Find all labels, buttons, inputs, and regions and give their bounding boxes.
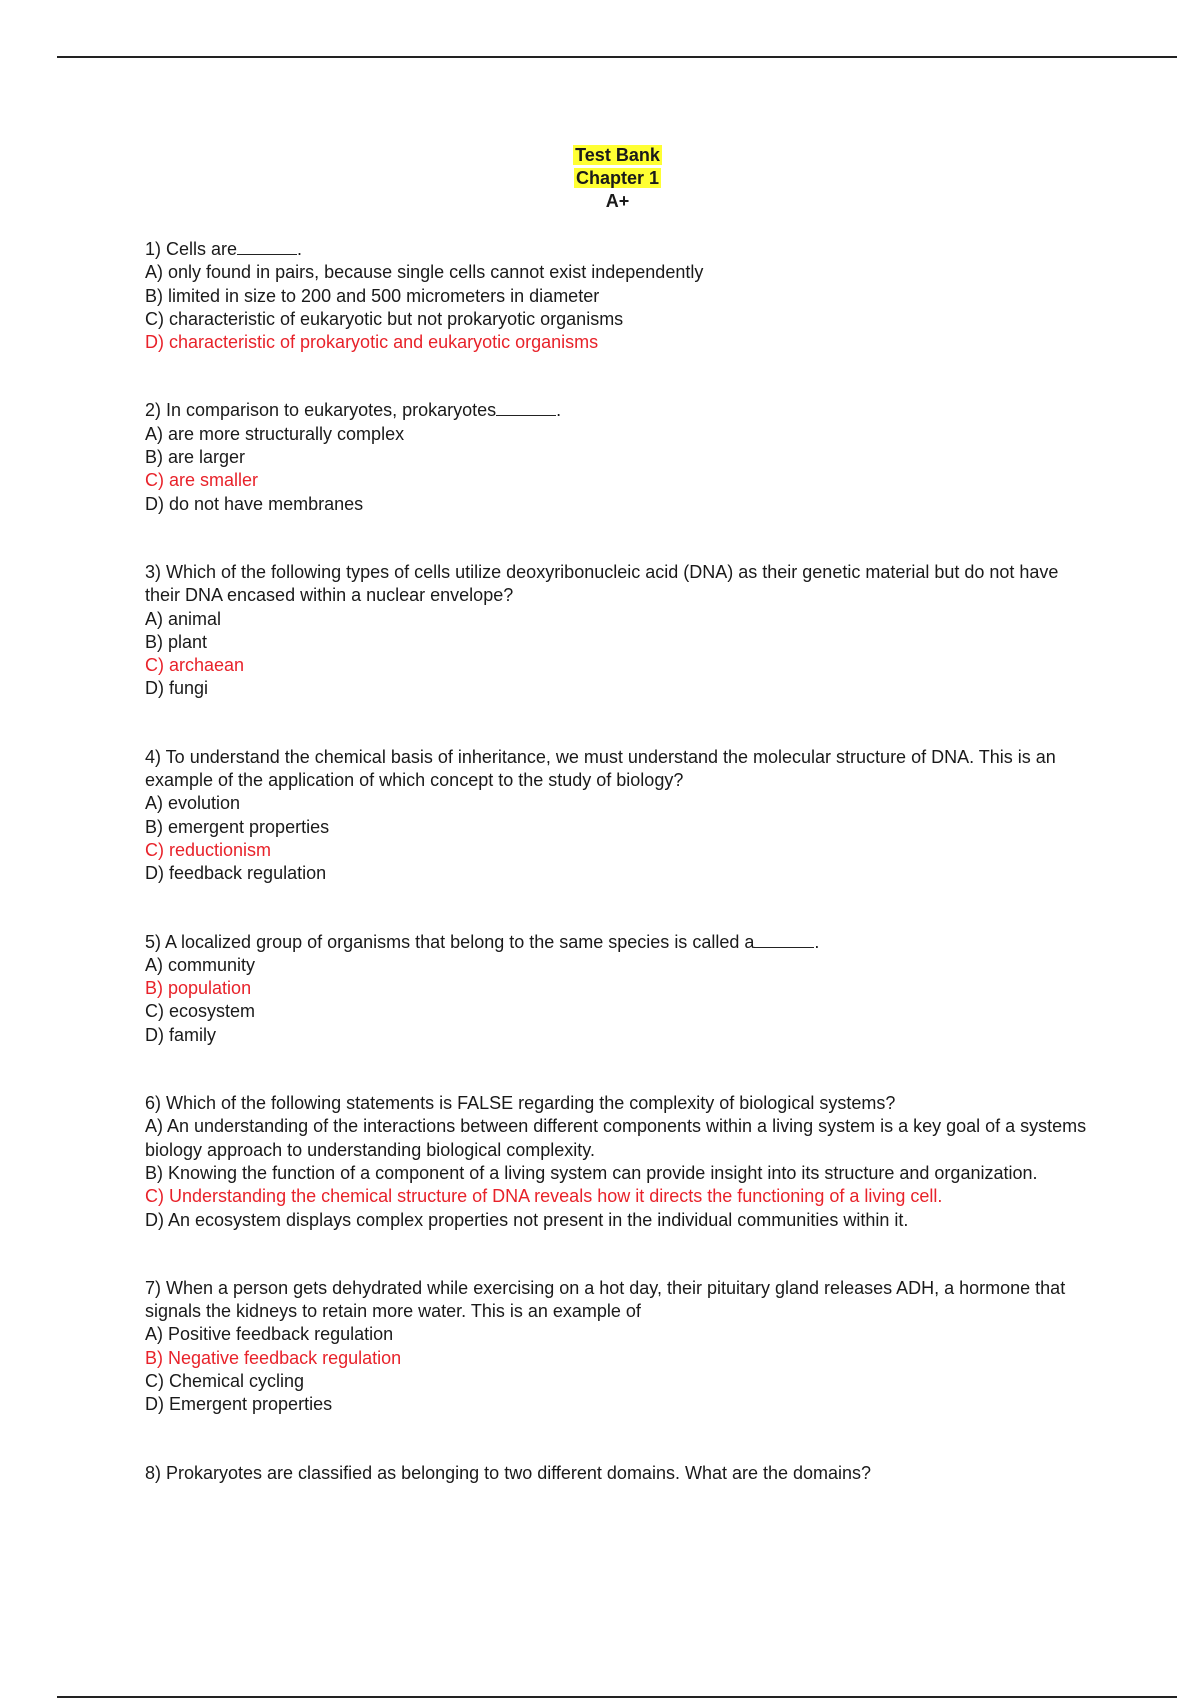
option-a: A) Positive feedback regulation — [145, 1324, 394, 1345]
option-d: D) Emergent properties — [145, 1394, 333, 1415]
question-7 — [145, 1277, 1090, 1417]
option-b: B) limited in size to 200 and 500 micrometers in diameter — [145, 285, 600, 306]
question-6 — [145, 1092, 1090, 1232]
option-c-correct: C) are smaller — [145, 470, 259, 491]
document-header — [0, 144, 1200, 213]
question-2 — [145, 399, 1090, 515]
option-b: B) are larger — [145, 447, 246, 468]
header-grade: A+ — [605, 191, 630, 211]
question-stem: 8) Prokaryotes are classified as belonging to two different domains. What are the domains? — [145, 1462, 872, 1483]
option-b-correct: B) Negative feedback regulation — [145, 1347, 402, 1368]
question-stem: 4) To understand the chemical basis of inheritance, we must understand the molecular structure of DNA. This is an example of the application of which concept to the study of biology? — [145, 746, 1056, 791]
question-stem: 7) When a person gets dehydrated while exercising on a hot day, their pituitary gland releases ADH, a hormone that signals the kidneys to retain more water. This is an example of — [145, 1277, 1066, 1322]
question-1 — [145, 238, 1090, 354]
option-d-correct: D) characteristic of prokaryotic and eukaryotic organisms — [145, 332, 599, 353]
option-a: A) animal — [145, 608, 222, 629]
option-d: D) family — [145, 1024, 216, 1045]
option-a: A) An understanding of the interactions between different components within a living system is a key goal of a systems biology approach to understanding biological complexity. — [145, 1116, 1087, 1160]
answer-blank — [496, 401, 556, 416]
answer-blank — [754, 933, 814, 948]
option-c: C) ecosystem — [145, 1001, 256, 1022]
option-a: A) community — [145, 954, 256, 975]
top-rule — [57, 56, 1177, 58]
header-chapter: Chapter 1 — [575, 168, 660, 188]
option-c: C) characteristic of eukaryotic but not prokaryotic organisms — [145, 308, 624, 329]
option-c-correct: C) reductionism — [145, 839, 272, 860]
question-3 — [145, 561, 1090, 701]
option-b: B) plant — [145, 631, 208, 652]
option-c: C) Chemical cycling — [145, 1370, 305, 1391]
option-c-correct: C) Understanding the chemical structure of DNA reveals how it directs the functioning of a living cell. — [145, 1186, 943, 1207]
answer-blank — [237, 240, 297, 255]
question-stem: 5) A localized group of organisms that belong to the same species is called a . — [145, 931, 820, 952]
option-d: D) fungi — [145, 678, 209, 699]
option-b-correct: B) population — [145, 978, 252, 999]
option-a: A) evolution — [145, 793, 241, 814]
option-b: B) emergent properties — [145, 816, 330, 837]
option-c-correct: C) archaean — [145, 655, 245, 676]
question-list — [145, 238, 1090, 1530]
option-a: A) only found in pairs, because single cells cannot exist independently — [145, 262, 704, 283]
question-stem: 3) Which of the following types of cells utilize deoxyribonucleic acid (DNA) as their genetic material but do not have their DNA encased within a nuclear envelope? — [145, 561, 1059, 606]
option-a: A) are more structurally complex — [145, 423, 405, 444]
option-b: B) Knowing the function of a component of a living system can provide insight into its structure and organization. — [145, 1162, 1038, 1183]
question-8 — [145, 1462, 1090, 1485]
option-d: D) do not have membranes — [145, 493, 364, 514]
option-d: D) An ecosystem displays complex properties not present in the individual communities within it. — [145, 1209, 909, 1230]
question-4 — [145, 746, 1090, 886]
question-stem: 1) Cells are . — [145, 239, 303, 259]
question-stem: 6) Which of the following statements is FALSE regarding the complexity of biological systems? — [145, 1093, 896, 1114]
question-stem: 2) In comparison to eukaryotes, prokaryotes . — [145, 400, 562, 421]
option-d: D) feedback regulation — [145, 863, 327, 884]
header-title: Test Bank — [575, 145, 660, 165]
question-5 — [145, 931, 1090, 1047]
bottom-rule — [57, 1696, 1177, 1698]
